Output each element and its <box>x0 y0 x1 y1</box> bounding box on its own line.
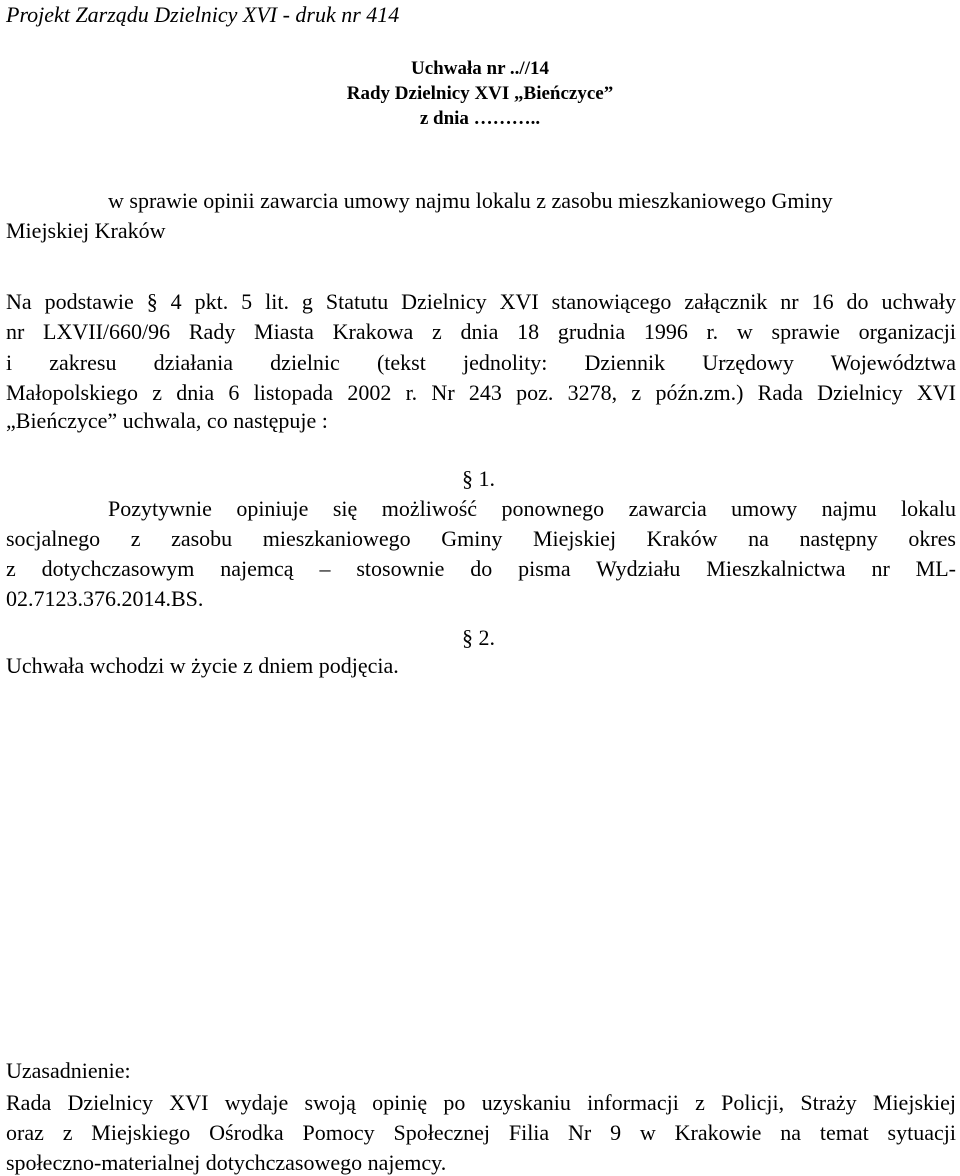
section-1-line-2: socjalnego z zasobu mieszkaniowego Gminy Miejskiej Kraków na następny okres <box>6 526 956 551</box>
justification-heading: Uzasadnienie: <box>6 1058 131 1083</box>
preamble-line-2: nr LXVII/660/96 Rady Miasta Krakowa z dnia 18 grudnia 1996 r. w sprawie organizacji <box>6 319 956 344</box>
justification-line-2: oraz z Miejskiego Ośrodka Pomocy Społecznej Filia Nr 9 w Krakowie na temat sytuacji <box>6 1120 956 1145</box>
preamble-line-1: Na podstawie § 4 pkt. 5 lit. g Statutu Dzielnicy XVI stanowiącego załącznik nr 16 do uchwały <box>6 289 956 314</box>
subject-line-2: Miejskiej Kraków <box>6 218 166 243</box>
preamble-line-4: Małopolskiego z dnia 6 listopada 2002 r. Nr 243 poz. 3278, z późn.zm.) Rada Dzielnicy XVI <box>6 380 956 405</box>
section-2-heading: § 2. <box>462 625 495 650</box>
section-1-line-1: Pozytywnie opiniuje się możliwość ponownego zawarcia umowy najmu lokalu <box>108 496 956 521</box>
justification-line-1: Rada Dzielnicy XVI wydaje swoją opinię po uzyskaniu informacji z Policji, Straży Miejskiej <box>6 1090 956 1115</box>
draft-note: Projekt Zarządu Dzielnicy XVI - druk nr 414 <box>6 2 400 27</box>
council-name: Rady Dzielnicy XVI „Bieńczyce” <box>346 83 614 104</box>
justification-line-3: społeczno-materialnej dotychczasowego najemcy. <box>6 1150 447 1175</box>
resolution-date: z dnia ……….. <box>419 108 541 129</box>
section-1-line-4: 02.7123.376.2014.BS. <box>6 586 204 611</box>
preamble-line-3: i zakresu działania dzielnic (tekst jednolity: Dziennik Urzędowy Województwa <box>6 350 956 375</box>
section-1-line-3: z dotychczasowym najemcą – stosownie do pisma Wydziału Mieszkalnictwa nr ML- <box>6 556 956 581</box>
preamble-line-5: „Bieńczyce” uchwala, co następuje : <box>6 408 328 433</box>
subject-line-1: w sprawie opinii zawarcia umowy najmu lokalu z zasobu mieszkaniowego Gminy <box>108 188 833 213</box>
resolution-number: Uchwała nr ..//14 <box>411 58 549 79</box>
section-2-line-1: Uchwała wchodzi w życie z dniem podjęcia. <box>6 653 399 678</box>
section-1-heading: § 1. <box>462 466 495 491</box>
